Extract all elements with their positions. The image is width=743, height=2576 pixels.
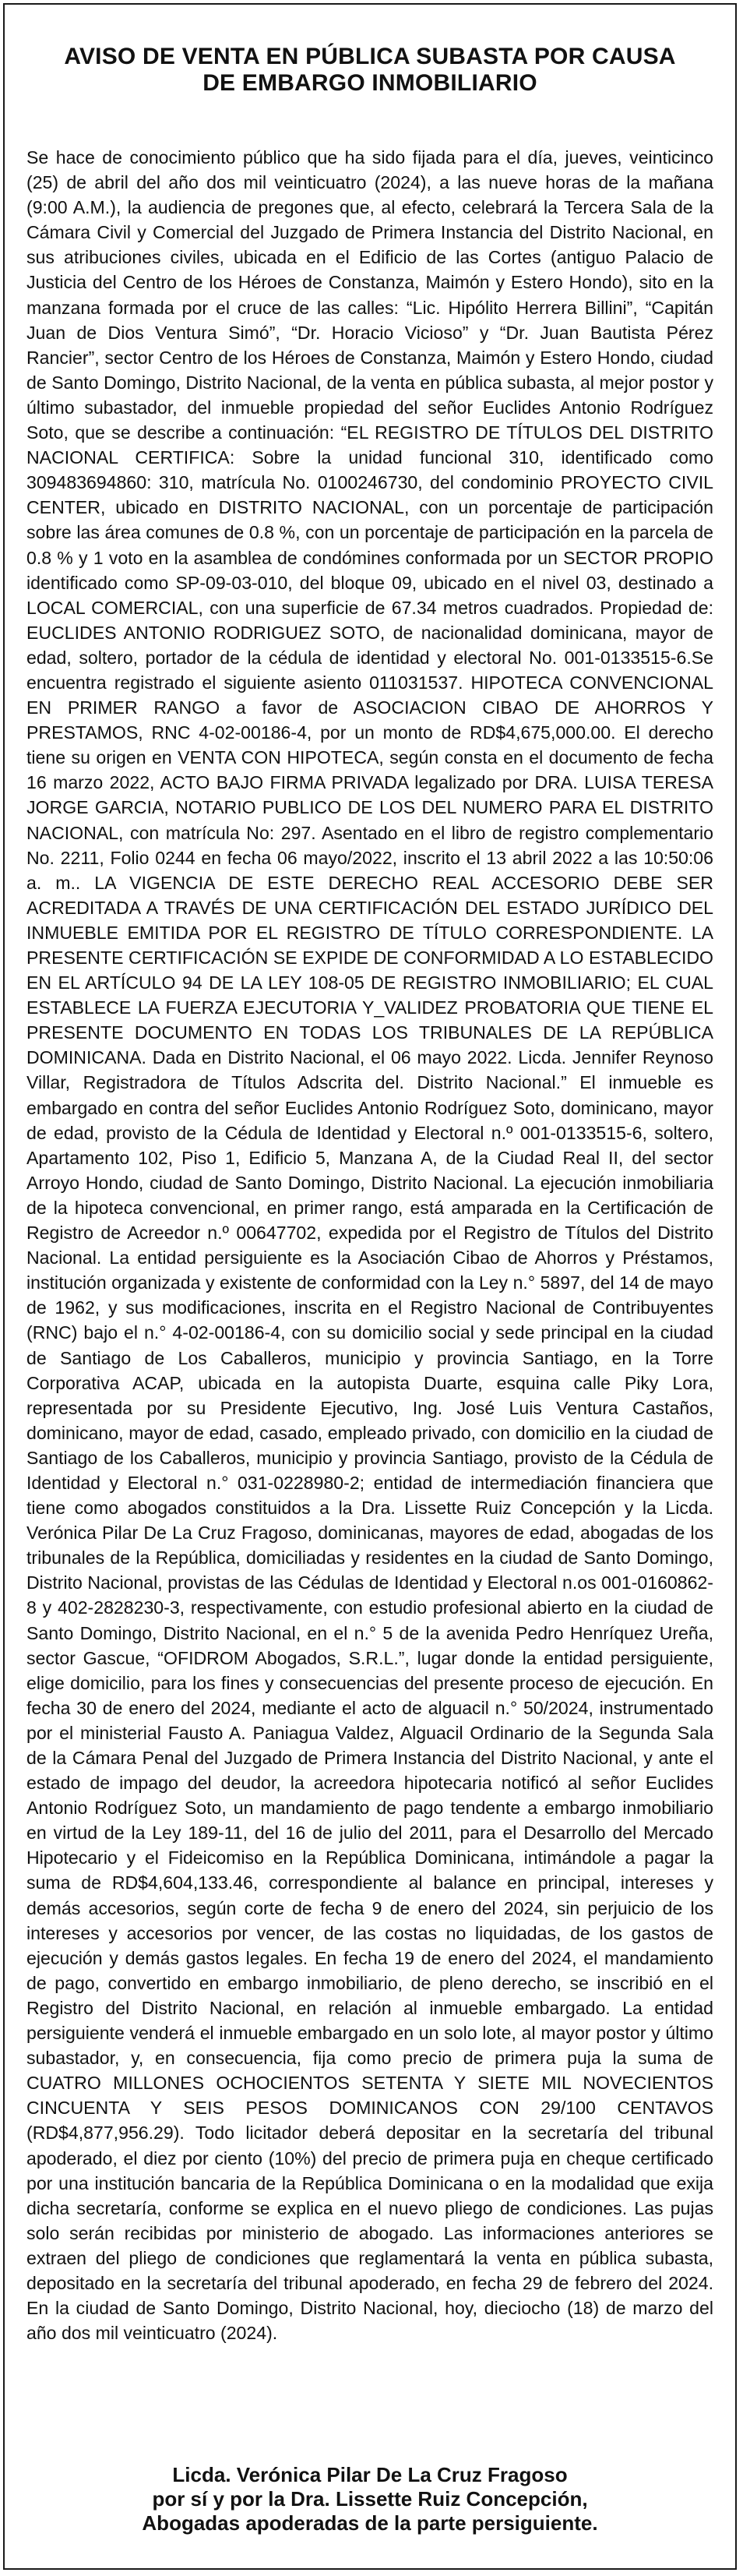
notice-title — [36, 44, 704, 97]
signature-line-3: Abogadas apoderadas de la parte persiguiente. — [142, 2511, 598, 2535]
notice-title-line-2: DE EMBARGO INMOBILIARIO — [202, 70, 537, 96]
signature-line-1: Licda. Verónica Pilar De La Cruz Fragoso — [172, 2463, 568, 2486]
signature-line-2: por sí y por la Dra. Lissette Ruiz Concepción, — [152, 2487, 588, 2511]
notice-body: Se hace de conocimiento público que ha sido fijada para el día, jueves, veinticinco (25) de abril del año dos mil veinticuatro (2024), a las nueve horas de la mañana (9:00 A.M.), la audiencia de pregones que, al efecto, celebrará la Tercera Sala de la Cámara Civil y Comercial del Juzgado de Primera Instancia del Distrito Nacional, en sus atribuciones civiles, ubicada en el Edificio de las Cortes (antiguo Palacio de Justicia del Centro de los Héroes de Constanza, Maimón y Estero Hondo), sito en la manzana formada por el cruce de las calles: “Lic. Hipólito Herrera Billini”, “Capitán Juan de Dios Ventura Simó”, “Dr. Horacio Vicioso” y “Dr. Juan Bautista Pérez Rancier”, sector Centro de los Héroes de Constanza, Maimón y Estero Hondo, ciudad de Santo Domingo, Distrito Nacional, de la venta en pública subasta, al mejor postor y último subastador, del inmueble propiedad del señor Euclides Antonio Rodríguez Soto, que se describe a continuación: “EL REGISTRO DE TÍTULOS DEL DISTRITO NACIONAL CERTIFICA: Sobre la unidad funcional 310, identificado como 309483694860: 310, matrícula No. 0100246730, del condominio PROYECTO CIVIL CENTER, ubicado en DISTRITO NACIONAL, con un porcentaje de participación sobre las área comunes de 0.8 %, con un porcentaje de participación en la parcela de 0.8 % y 1 voto en la asamblea de condómines conformada por un SECTOR PROPIO identificado como SP-09-03-010, del bloque 09, ubicado en el nivel 03, destinado a LOCAL COMERCIAL, con una superficie de 67.34 metros cuadrados. Propiedad de: EUCLIDES ANTONIO RODRIGUEZ SOTO, de nacionalidad dominicana, mayor de edad, soltero, portador de la cédula de identidad y electoral No. 001-0133515-6.Se encuentra registrado el siguiente asiento 011031537. HIPOTECA CONVENCIONAL EN PRIMER RANGO a favor de ASOCIACION CIBAO DE AHORROS Y PRESTAMOS, RNC 4-02-00186-4, por un monto de RD$4,675,000.00. El derecho tiene su origen en VENTA CON HIPOTECA, según consta en el documento de fecha 16 marzo 2022, ACTO BAJO FIRMA PRIVADA legalizado por DRA. LUISA TERESA JORGE GARCIA, NOTARIO PUBLICO DE LOS DEL NUMERO PARA EL DISTRITO NACIONAL, con matrícula No: 297. Asentado en el libro de registro complementario No. 2211, Folio 0244 en fecha 06 mayo/2022, inscrito el 13 abril 2022 a las 10:50:06 a. m.. LA VIGENCIA DE ESTE DERECHO REAL ACCESORIO DEBE SER ACREDITADA A TRAVÉS DE UNA CERTIFICACIÓN DEL ESTADO JURÍDICO DEL INMUEBLE EMITIDA POR EL REGISTRO DE TÍTULO CORRESPONDIENTE. LA PRESENTE CERTIFICACIÓN SE EXPIDE DE CONFORMIDAD A LO ESTABLECIDO EN EL ARTÍCULO 94 DE LA LEY 108-05 DE REGISTRO INMOBILIARIO; EL CUAL ESTABLECE LA FUERZA EJECUTORIA Y_VALIDEZ PROBATORIA QUE TIENE EL PRESENTE DOCUMENTO EN TODAS LOS TRIBUNALES DE LA REPÚBLICA DOMINICANA. Dada en Distrito Nacional, el 06 mayo 2022. Licda. Jennifer Reynoso Villar, Registradora de Títulos Adscrita del. Distrito Nacional.” El inmueble es embargado en contra del señor Euclides Antonio Rodríguez Soto, dominicano, mayor de edad, provisto de la Cédula de Identidad y Electoral n.º 001-0133515-6, soltero, Apartamento 102, Piso 1, Edificio 5, Manzana A, de la Ciudad Real II, del sector Arroyo Hondo, ciudad de Santo Domingo, Distrito Nacional. La ejecución inmobiliaria de la hipoteca convencional, en primer rango, está amparada en la Certificación de Registro de Acreedor n.º 00647702, expedida por el Registro de Títulos del Distrito Nacional. La entidad persiguiente es la Asociación Cibao de Ahorros y Préstamos, institución organizada y existente de conformidad con la Ley n.° 5897, del 14 de mayo de 1962, y sus modificaciones, inscrita en el Registro Nacional de Contribuyentes (RNC) bajo el n.° 4-02-00186-4, con su domicilio social y sede principal en la ciudad de Santiago de Los Caballeros, municipio y provincia Santiago, en la Torre Corporativa ACAP, ubicada en la autopista Duarte, esquina calle Piky Lora, representada por su Presidente Ejecutivo, Ing. José Luis Ventura Castaños, dominicano, mayor de edad, casado, empleado privado, con domicilio en la ciudad de Santiago de los Caballeros, municipio y provincia Santiago, provisto de la Cédula de Identidad y Electoral n.° 031-0228980-2; entidad de intermediación financiera que tiene como abogados constituidos a la Dra. Lissette Ruiz Concepción y la Licda. Verónica Pilar De La Cruz Fragoso, dominicanas, mayores de edad, abogadas de los tribunales de la República, domiciliadas y residentes en la ciudad de Santo Domingo, Distrito Nacional, provistas de las Cédulas de Identidad y Electoral n.os 001-0160862-8 y 402-2828230-3, respectivamente, con estudio profesional abierto en la ciudad de Santo Domingo, Distrito Nacional, en el n.° 5 de la avenida Pedro Henríquez Ureña, sector Gascue, “OFIDROM Abogados, S.R.L.”, lugar donde la entidad persiguiente, elige domicilio, para los fines y consecuencias del presente proceso de ejecución. En fecha 30 de enero del 2024, mediante el acto de alguacil n.° 50/2024, instrumentado por el ministerial Fausto A. Paniagua Valdez, Alguacil Ordinario de la Segunda Sala de la Cámara Penal del Juzgado de Primera Instancia del Distrito Nacional, y ante el estado de impago del deudor, la acreedora hipotecaria notificó al señor Euclides Antonio Rodríguez Soto, un mandamiento de pago tendente a embargo inmobiliario en virtud de la Ley 189-11, del 16 de julio del 2011, para el Desarrollo del Mercado Hipotecario y el Fideicomiso en la República Dominicana, intimándole a pagar la suma de RD$4,604,133.46, correspondiente al balance en principal, intereses y demás accesorios, según corte de fecha 9 de enero del 2024, sin perjuicio de los intereses y accesorios por vencer, de las costas no liquidadas, de los gastos de ejecución y demás gastos legales. En fecha 19 de enero del 2024, el mandamiento de pago, convertido en embargo inmobiliario, de pleno derecho, se inscribió en el Registro del Distrito Nacional, en relación al inmueble embargado. La entidad persiguiente venderá el inmueble embargado en un solo lote, al mayor postor y último subastador, y, en consecuencia, fija como precio de primera puja la suma de CUATRO MILLONES OCHOCIENTOS SETENTA Y SIETE MIL NOVECIENTOS CINCUENTA Y SEIS PESOS DOMINICANOS CON 29/100 CENTAVOS (RD$4,877,956.29). Todo licitador deberá depositar en la secretaría del tribunal apoderado, el diez por ciento (10%) del precio de primera puja en cheque certificado por una institución bancaria de la República Dominicana o en la modalidad que exija dicha secretaría, conforme se explica en el nuevo pliego de condiciones. Las pujas solo serán recibidas por ministerio de abogado. Las informaciones anteriores se extraen del pliego de condiciones que reglamentará la venta en pública subasta, depositado en la secretaría del tribunal apoderado, en fecha 29 de febrero del 2024. En la ciudad de Santo Domingo, Distrito Nacional, hoy, dieciocho (18) de marzo del año dos mil veinticuatro (2024). — [26, 147, 713, 2344]
notice-frame — [3, 3, 737, 2570]
signature-block — [5, 2463, 735, 2535]
notice-title-line-1: AVISO DE VENTA EN PÚBLICA SUBASTA POR CAUSA — [64, 44, 676, 69]
